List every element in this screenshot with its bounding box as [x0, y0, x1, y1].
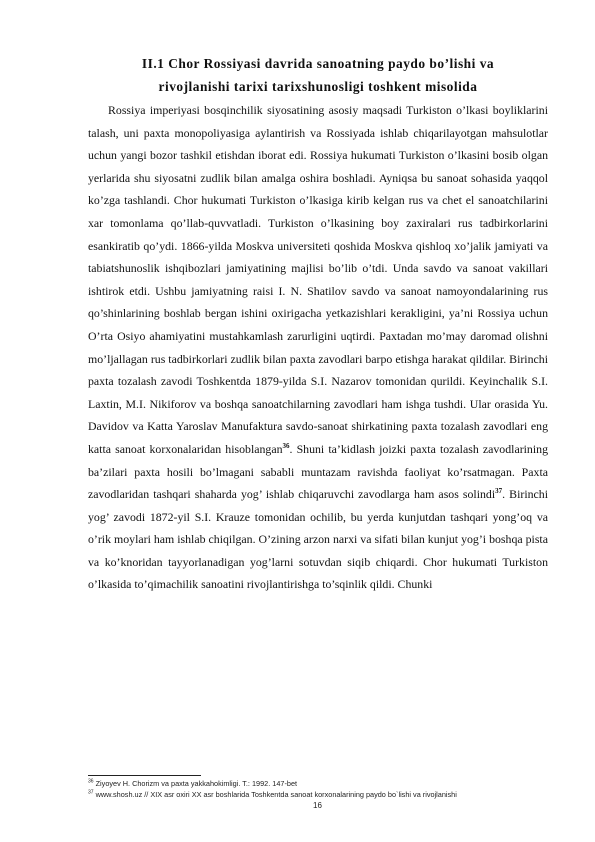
- paragraph-part-3: . Birinchi yog’ zavodi 1872-yil S.I. Krauze tomonidan ochilib, bu yerda kunjutdan tashqari yong’oq va o’rik moylari ham ishlab chiqilgan. O’zining arzon narxi va sifati bilan kunjut yog’i boshqa pista va ko’knoridan tayyorlanadigan yog’larni sotuvdan siqib chiqardi. Chor hukumati Turkiston o’lkasida to’qimachilik sanoatini rivojlantirishga to’sqinlik qildi. Chunki: [88, 487, 549, 592]
- footnote-text: www.shosh.uz // XIX asr oxiri XX asr boshlarida Toshkentda sanoat korxonalarining paydo bo`lishi va rivojlanishi: [95, 790, 457, 799]
- heading-line-1: II.1 Chor Rossiyasi davrida sanoatning paydo bo’lishi va: [141, 56, 495, 71]
- section-heading: [88, 52, 548, 98]
- footnote-ref-37[interactable]: 37: [495, 487, 503, 496]
- footnote-number: 37: [88, 789, 94, 796]
- paragraph-part-2: . Shuni ta’kidlash joizki paxta tozalash zavodlarining ba’zilari paxta hosili bo’lmagani sababli muntazam ravishda faoliyat ko’rsatmagan. Paxta zavodlaridan tashqari shaharda yog’ ishlab chiqaruvchi zavodlarga ham asos solindi: [88, 441, 548, 502]
- footnote-ref-36[interactable]: 36: [282, 441, 290, 450]
- page-content: [88, 52, 548, 596]
- footnote-item: [88, 778, 558, 789]
- footnote-text: Ziyoyev H. Chorizm va paxta yakkahokimligi. T.: 1992. 147-bet: [95, 779, 298, 788]
- heading-line-2: rivojlanishi tarixi tarixshunosligi toshkent misolida: [158, 79, 478, 94]
- footnote-number: 36: [88, 778, 94, 785]
- paragraph-part-1: Rossiya imperiyasi bosqinchilik siyosatining asosiy maqsadi Turkiston o’lkasi boyliklarini talash, uni paxta monopoliyasiga aylantirish va Rossiyada ishlab chiqarilayotgan mahsulotlar uchun yangi bozor tashkil etishdan iborat edi. Rossiya hukumati Turkiston o’lkasini bosib olgan yerlarida shu siyosatni zudlik bilan amalga oshira boshladi. Ayniqsa bu sanoat sohasida yaqqol ko’zga tashlandi. Chor hukumati Turkiston o’lkasiga kirib kelgan rus va chet el sanoatchilarini xar tomonlama qo’llab-quvvatladi. Turkiston o’lkasining boy zaxiralari rus tadbirkorlarini esankiratib qo’ydi. 1866-yilda Moskva universiteti qoshida Moskva qishloq xo’jalik jamiyati va tabiatshunoslik ishqibozlari jamiyatining majlisi bo’lib o’tdi. Unda savdo va sanoat vakillari ishtirok etdi. Ushbu jamiyatning raisi I. N. Shatilov savdo va sanoat namoyondalarining rus qo’shinlarining boshlab bergan ishini oxirigacha yetkazishlari kerakligini, ya’ni Rossiya uchun O’rta Osiyo ahamiyatini mustahkamlash zarurligini uqtirdi. Paxtadan mo’may daromad olishni mo’ljallagan rus tadbirkorlari zudlik bilan paxta zavodlari barpo etishga harakat qildilar. Birinchi paxta tozalash zavodi Toshkentda 1879-yilda S.I. Nazarov tomonidan qurildi. Keyinchalik S.I. Laxtin, M.I. Nikiforov va boshqa sanoatchilarning zavodlari ham ishga tushdi. Ular orasida Yu. Davidov va Katta Yaroslav Manufaktura savdo-sanoat shirkatining paxta tozalash zavodlari eng katta sanoat korxonalaridan hisoblangan: [88, 103, 548, 456]
- body-paragraph: [88, 99, 548, 596]
- footnotes: [88, 778, 558, 800]
- footnote-item: [88, 789, 558, 800]
- page-number: 16: [313, 801, 322, 810]
- footnote-divider: [88, 775, 201, 776]
